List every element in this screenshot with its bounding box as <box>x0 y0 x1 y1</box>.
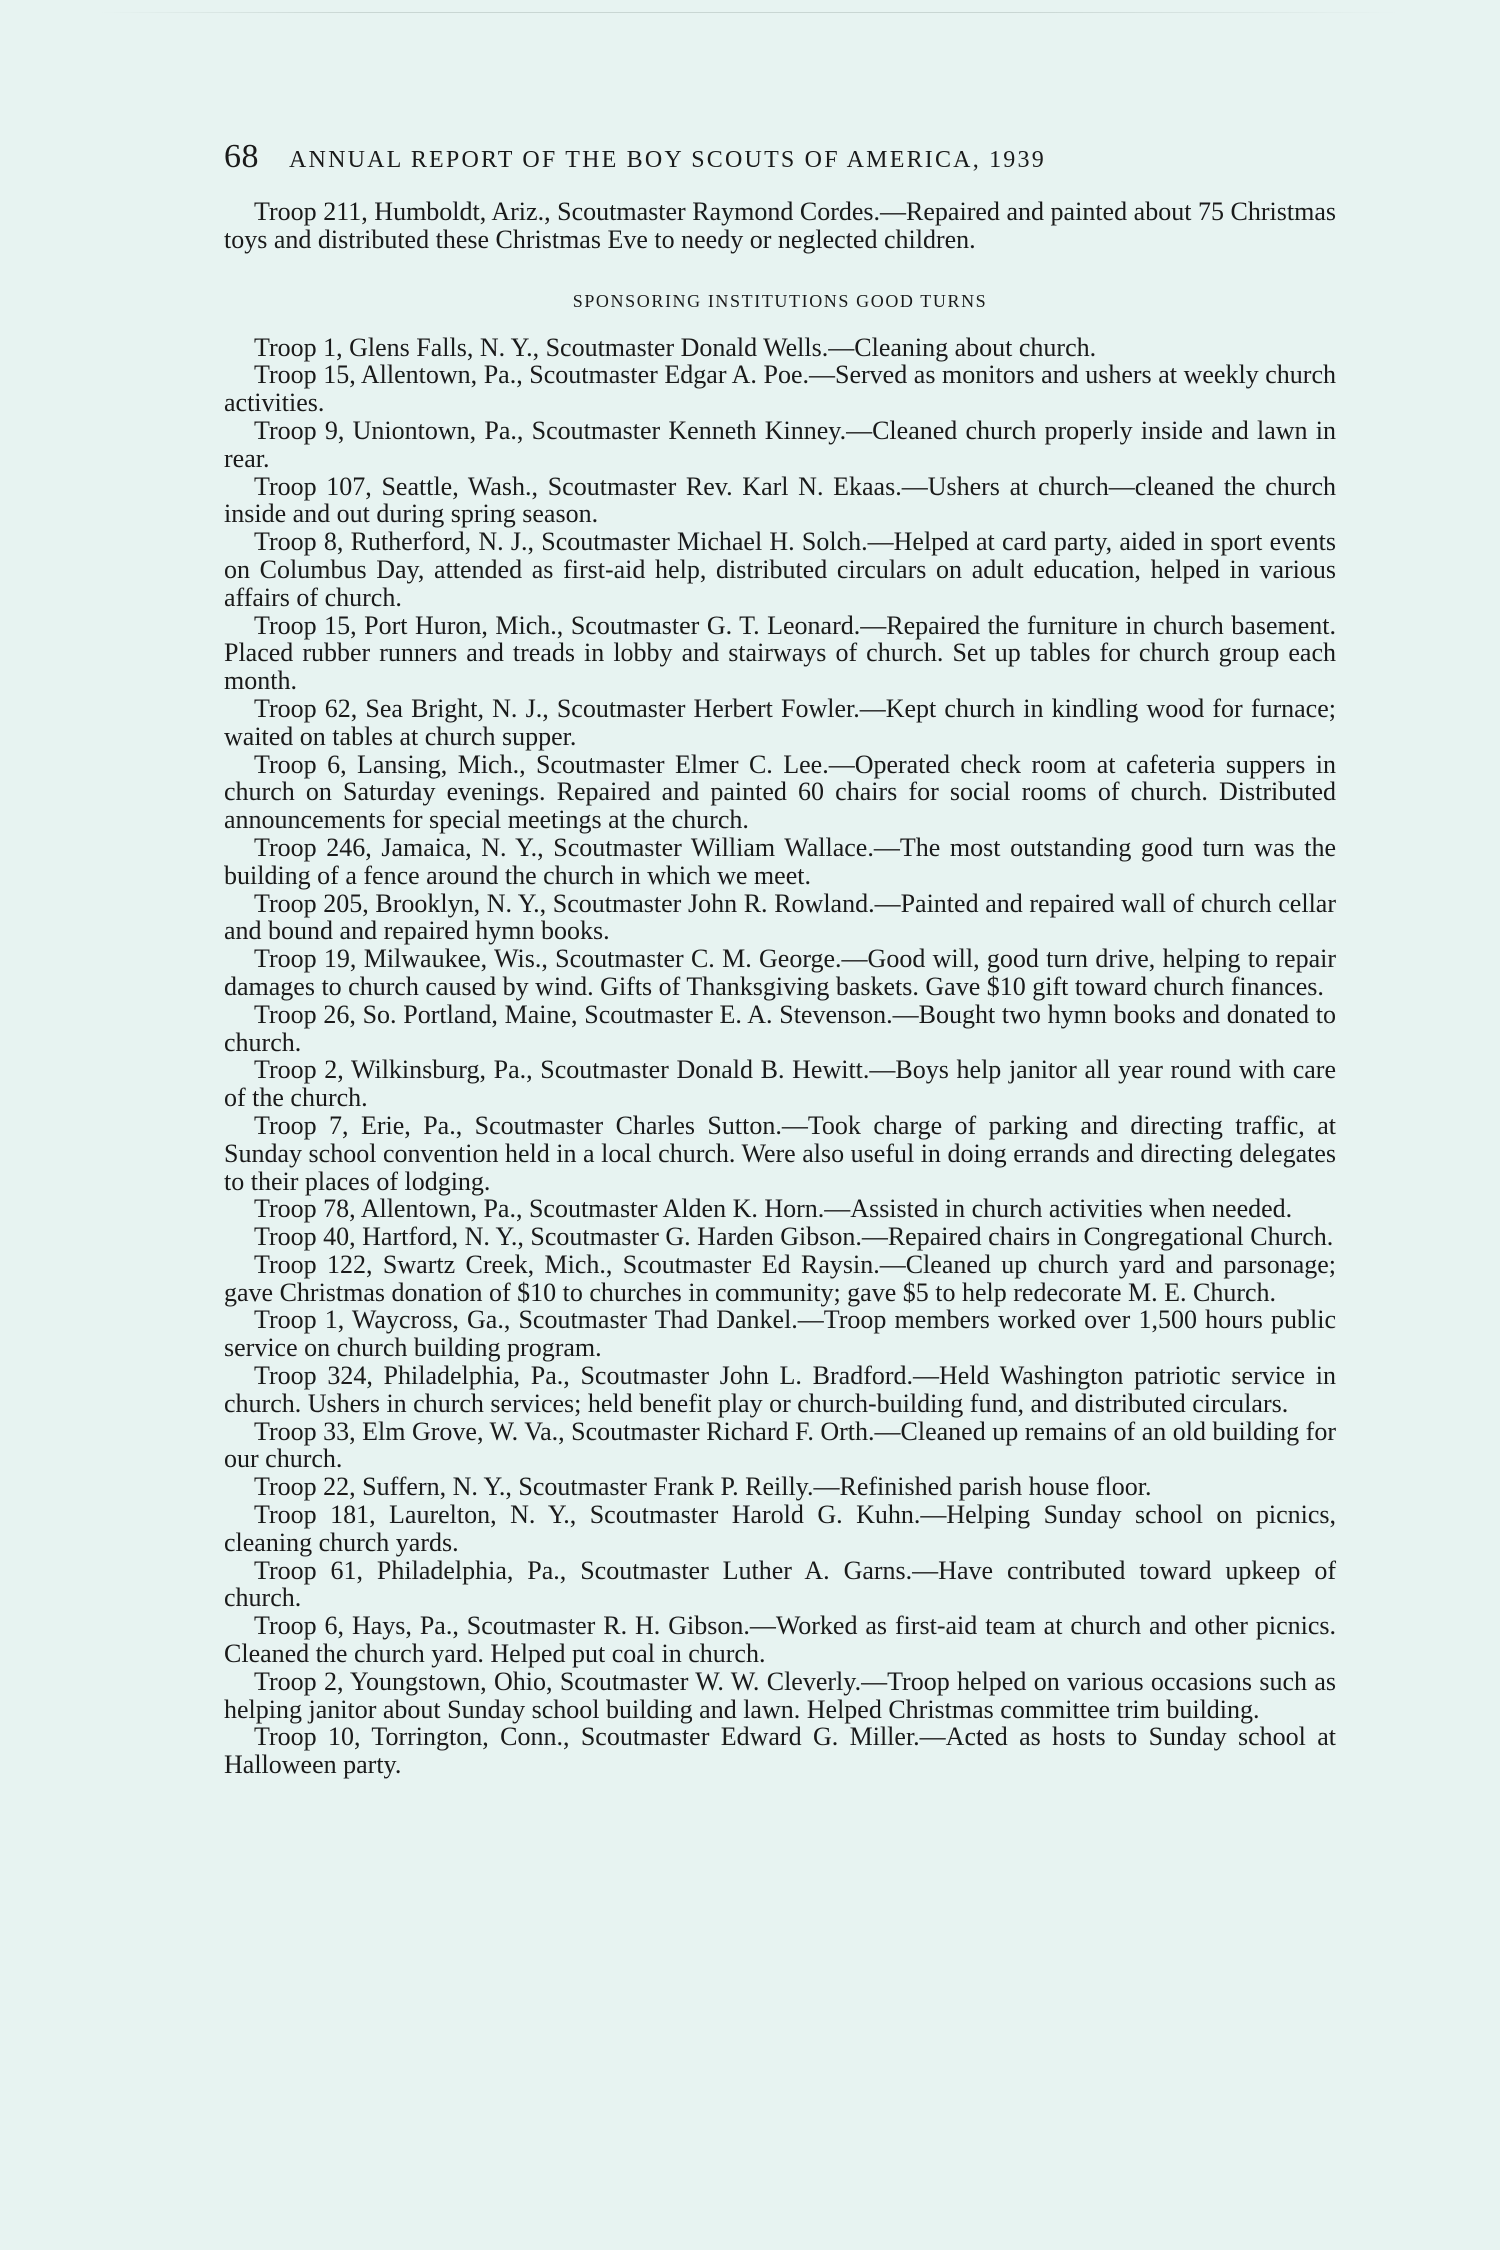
entry-paragraph: Troop 246, Jamaica, N. Y., Scoutmaster William Wallace.—The most outstanding good turn was the building of a fence around the church in which we meet. <box>224 832 1336 890</box>
entry-paragraph: Troop 6, Lansing, Mich., Scoutmaster Elmer C. Lee.—Operated check room at cafeteria suppers in church on Saturday evenings. Repaired and painted 60 chairs for social rooms of church. Distributed announcements for special meetings at the church. <box>224 749 1336 835</box>
entry-paragraph: Troop 40, Hartford, N. Y., Scoutmaster G. Harden Gibson.—Repaired chairs in Congregational Church. <box>254 1222 1334 1252</box>
entry-paragraph: Troop 15, Port Huron, Mich., Scoutmaster G. T. Leonard.—Repaired the furniture in church basement. Placed rubber runners and treads in lobby and stairways of church. Set up tables for church group each month. <box>224 610 1336 696</box>
entry-paragraph: Troop 1, Glens Falls, N. Y., Scoutmaster Donald Wells.—Cleaning about church. <box>254 332 1097 362</box>
entry-paragraph: Troop 9, Uniontown, Pa., Scoutmaster Kenneth Kinney.—Cleaned church properly inside and lawn in rear. <box>224 415 1336 473</box>
entry-paragraph: Troop 181, Laurelton, N. Y., Scoutmaster Harold G. Kuhn.—Helping Sunday school on picnics, cleaning church yards. <box>224 1500 1336 1557</box>
entry-paragraph: Troop 19, Milwaukee, Wis., Scoutmaster C. M. George.—Good will, good turn drive, helping to repair damages to church caused by wind. Gifts of Thanksgiving baskets. Gave $10 gift toward church finances. <box>224 944 1336 1001</box>
intro-entries <box>224 198 1336 254</box>
entry-paragraph: Troop 1, Waycross, Ga., Scoutmaster Thad Dankel.—Troop members worked over 1,500 hours public service on church building program. <box>224 1305 1336 1363</box>
entry-paragraph: Troop 22, Suffern, N. Y., Scoutmaster Frank P. Reilly.—Refinished parish house floor. <box>254 1472 1152 1502</box>
entry-paragraph: Troop 324, Philadelphia, Pa., Scoutmaster John L. Bradford.—Held Washington patriotic service in church. Ushers in church services; held benefit play or church-building fund, and distributed circulars. <box>224 1361 1336 1418</box>
page-header <box>224 138 1336 180</box>
entry-paragraph: Troop 205, Brooklyn, N. Y., Scoutmaster John R. Rowland.—Painted and repaired wall of church cellar and bound and repaired hymn books. <box>224 888 1336 946</box>
running-head: ANNUAL REPORT OF THE BOY SCOUTS OF AMERICA, 1939 <box>289 147 1046 173</box>
document-page <box>224 138 1336 1779</box>
entry-paragraph: Troop 122, Swartz Creek, Mich., Scoutmaster Ed Raysin.—Cleaned up church yard and parsonage; gave Christmas donation of $10 to churches in community; gave $5 to help redecorate M. E. Church. <box>224 1249 1336 1307</box>
section-heading: SPONSORING INSTITUTIONS GOOD TURNS <box>572 290 988 311</box>
entry-paragraph: Troop 107, Seattle, Wash., Scoutmaster Rev. Karl N. Ekaas.—Ushers at church—cleaned the church inside and out during spring season. <box>224 471 1336 529</box>
entry-paragraph: Troop 6, Hays, Pa., Scoutmaster R. H. Gibson.—Worked as first-aid team at church and other picnics. Cleaned the church yard. Helped put coal in church. <box>224 1611 1336 1669</box>
entry-paragraph: Troop 62, Sea Bright, N. J., Scoutmaster Herbert Fowler.—Kept church in kindling wood for furnace; waited on tables at church supper. <box>224 693 1336 751</box>
entry-paragraph: Troop 2, Wilkinsburg, Pa., Scoutmaster Donald B. Hewitt.—Boys help janitor all year round with care of the church. <box>224 1055 1336 1113</box>
entry-paragraph: Troop 10, Torrington, Conn., Scoutmaster Edward G. Miller.—Acted as hosts to Sunday school at Halloween party. <box>224 1722 1336 1780</box>
entry-paragraph: Troop 211, Humboldt, Ariz., Scoutmaster Raymond Cordes.—Repaired and painted about 75 Christmas toys and distributed these Christmas Eve to needy or neglected children. <box>224 197 1336 254</box>
entry-paragraph: Troop 7, Erie, Pa., Scoutmaster Charles Sutton.—Took charge of parking and directing traffic, at Sunday school convention held in a local church. Were also useful in doing errands and directing delegates to their places of lodging. <box>224 1110 1336 1196</box>
entry-paragraph: Troop 33, Elm Grove, W. Va., Scoutmaster Richard F. Orth.—Cleaned up remains of an old building for our church. <box>224 1416 1336 1474</box>
entry-paragraph: Troop 78, Allentown, Pa., Scoutmaster Alden K. Horn.—Assisted in church activities when needed. <box>254 1194 1293 1224</box>
entry-paragraph: Troop 8, Rutherford, N. J., Scoutmaster Michael H. Solch.—Helped at card party, aided in sport events on Columbus Day, attended as first-aid help, distributed circulars on adult education, helped in various affairs of church. <box>224 527 1336 612</box>
entry-paragraph: Troop 26, So. Portland, Maine, Scoutmaster E. A. Stevenson.—Bought two hymn books and donated to church. <box>224 999 1336 1057</box>
section-entries <box>224 334 1336 1779</box>
scan-edge-line <box>100 12 1400 13</box>
page-number: 68 <box>224 138 259 175</box>
entry-paragraph: Troop 15, Allentown, Pa., Scoutmaster Edgar A. Poe.—Served as monitors and ushers at weekly church activities. <box>224 360 1336 418</box>
entry-paragraph: Troop 61, Philadelphia, Pa., Scoutmaster Luther A. Garns.—Have contributed toward upkeep of church. <box>224 1555 1336 1613</box>
entry-paragraph: Troop 2, Youngstown, Ohio, Scoutmaster W. W. Cleverly.—Troop helped on various occasions such as helping janitor about Sunday school building and lawn. Helped Christmas committee trim building. <box>224 1666 1336 1724</box>
